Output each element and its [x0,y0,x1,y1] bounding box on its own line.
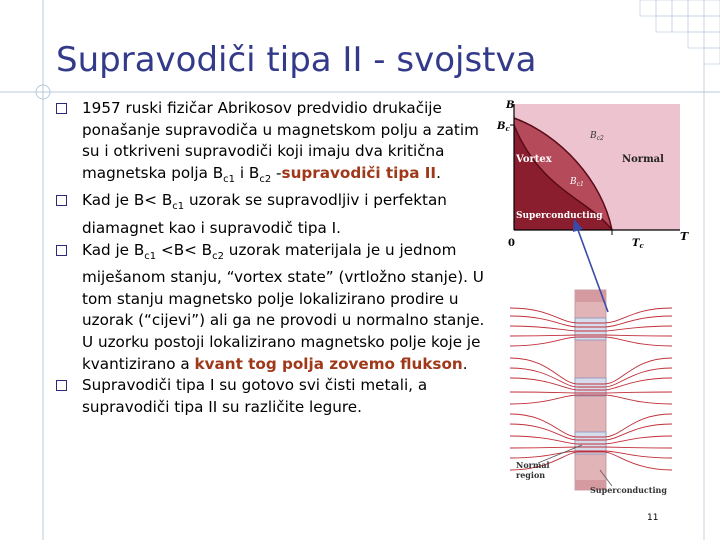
origin-label: 0 [508,238,515,249]
bullet-text: i B [235,163,260,182]
tc-tick-label: $T_c$ [632,238,644,250]
superconducting-figure-label: Superconducting [590,485,667,495]
superconducting-label: Superconducting [516,211,603,221]
subscript: c1 [172,201,185,213]
bullet-text: Kad je B< B [82,191,173,210]
bullet-text: uzorak se supravodljiv i perfektan diamagnet kao i supravodič tipa I. [82,191,447,238]
y-axis-label: B [506,100,515,111]
vortex-label: Vortex [516,154,552,165]
highlight-text: supravodiči tipa II [281,163,437,182]
subscript: c2 [259,173,272,185]
bc2-label: $B_{c2}$ [590,131,604,142]
bullet-text: . [462,354,468,373]
bullet-text: . [436,163,441,182]
bullet-text: <B< B [156,240,213,259]
subscript: c1 [144,250,157,262]
subscript: c2 [212,250,224,262]
bc1-label: $B_{c1}$ [570,177,584,188]
page-number: 11 [647,513,659,523]
bc-tick-label: $B_c$ [497,121,510,133]
sample-figure [510,290,672,495]
slide-title: Supravodiči tipa II - svojstva [56,40,537,80]
x-axis-label: T [680,230,689,243]
highlight-text: kvant tog polja zovemo flukson [194,354,463,373]
bullet-text: Kad je B [82,240,145,259]
bullet-text: Supravodiči tipa I su gotovo svi čisti metali, a supravodiči tipa II su različite legure. [82,376,428,416]
bullet-text: uzorak materijala je u jednom miješanom stanju, “vortex state” (vrtložno stanje). U tom stanju magnetsko polje lokalizirano prodire u uzorak (“cijevi”) ali ga ne provodi u normalno stanje. U uzorku postoji lokalizirano magnetsko polje koje je kvantizirano a [82,240,485,373]
normal-region-label: Normal region [516,460,550,480]
bullet-text: - [271,163,282,182]
subscript: c1 [223,173,236,185]
bullet-text: 1957 ruski fizičar Abrikosov predvidio drukačije ponašanje supravodiča u magnetskom polju a zatim su i otkriveni supravodiči koji imaju dva kritična magnetska polja B [82,99,479,182]
normal-label: Normal [622,154,664,165]
phase-diagram [496,100,689,250]
